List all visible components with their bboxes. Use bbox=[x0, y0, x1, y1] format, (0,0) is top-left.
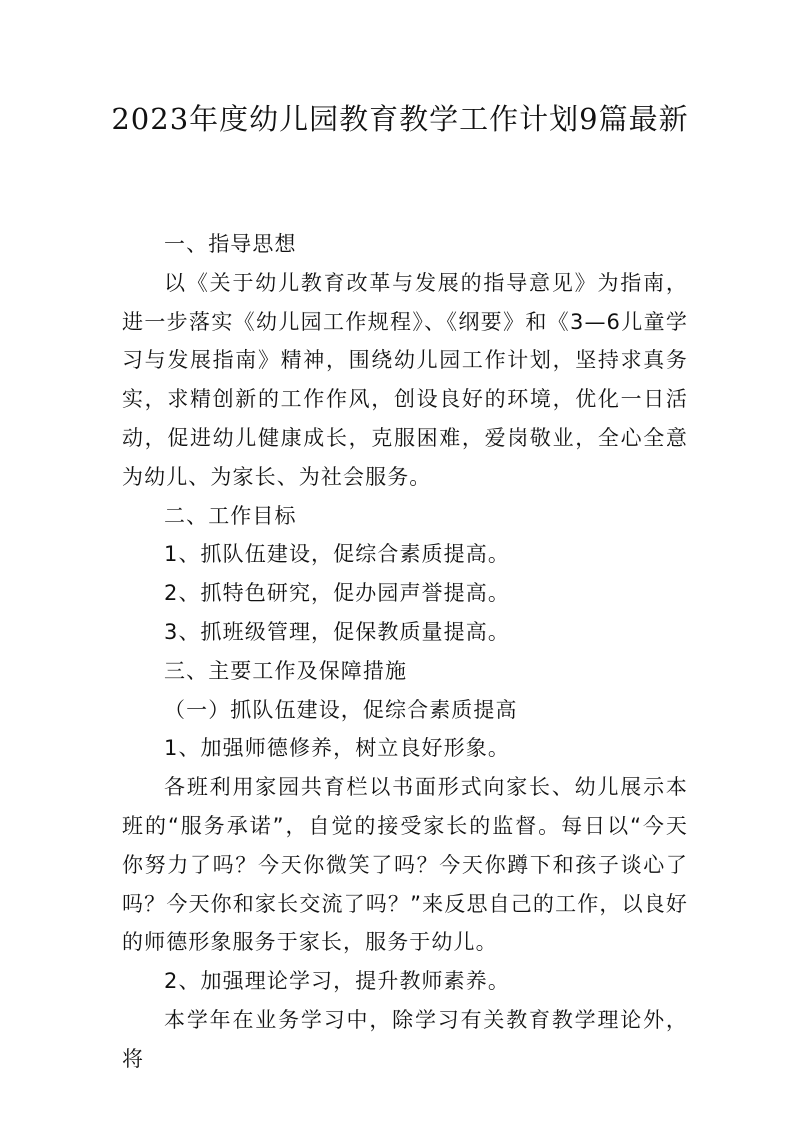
document-title: 2023年度幼儿园教育教学工作计划9篇最新 bbox=[111, 102, 689, 136]
goal-item-1: 1、抓队伍建设，促综合素质提高。 bbox=[164, 542, 510, 567]
document-body bbox=[122, 225, 688, 1079]
paragraph-ethics: 各班利用家园共育栏以书面形式向家长、幼儿展示本班的“服务承诺”，自觉的接受家长的监督。每日以“今天你努力了吗？今天你微笑了吗？今天你蹲下和孩子谈心了吗？今天你和家长交流了吗？”来反思自己的工作，以良好的师德形象服务于家长，服务于幼儿。 bbox=[122, 775, 688, 955]
subsection-heading-team-building: （一）抓队伍建设，促综合素质提高 bbox=[164, 697, 518, 722]
section-heading-guiding-ideology: 一、指导思想 bbox=[164, 232, 297, 256]
item-heading-theory-study: 2、加强理论学习，提升教师素养。 bbox=[164, 969, 510, 994]
goal-item-3: 3、抓班级管理，促保教质量提高。 bbox=[164, 619, 510, 644]
item-heading-ethics: 1、加强师德修养，树立良好形象。 bbox=[164, 736, 510, 761]
goal-item-2: 2、抓特色研究，促办园声誉提高。 bbox=[164, 581, 510, 606]
section-heading-main-work: 三、主要工作及保障措施 bbox=[164, 658, 408, 683]
section-heading-work-goals: 二、工作目标 bbox=[164, 503, 297, 528]
paragraph-guiding-ideology: 以《关于幼儿教育改革与发展的指导意见》为指南，进一步落实《幼儿园工作规程》、《纲要》和《3—6儿童学习与发展指南》精神，围绕幼儿园工作计划，坚持求真务实，求精创新的工作作风，创设良好的环境，优化一日活动，促进幼儿健康成长，克服困难，爱岗敬业，全心全意为幼儿、为家长、为社会服务。 bbox=[122, 270, 688, 489]
paragraph-theory-study: 本学年在业务学习中，除学习有关教育教学理论外，将 bbox=[122, 1007, 688, 1071]
